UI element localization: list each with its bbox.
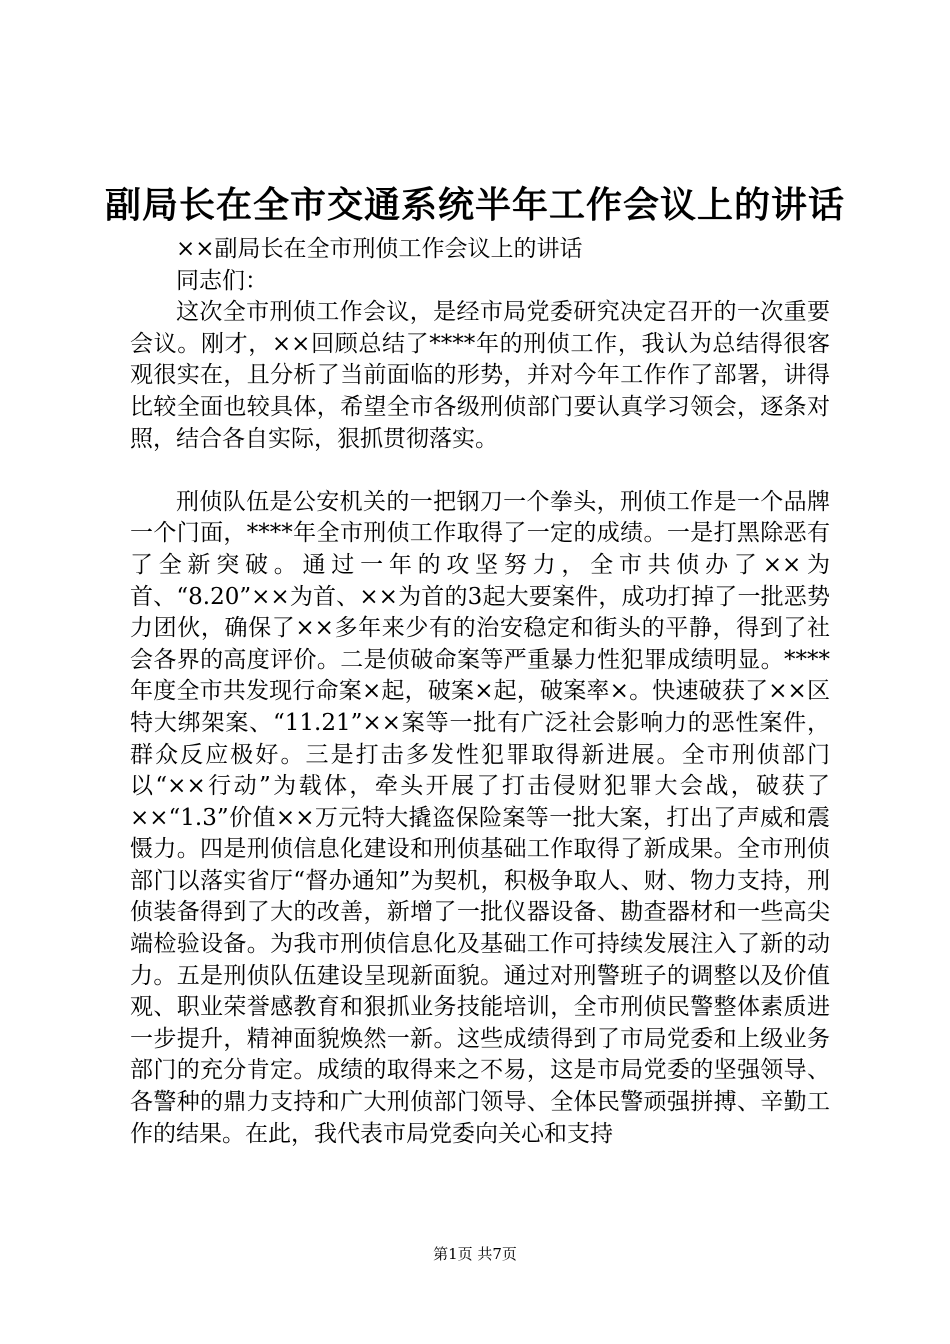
salutation: 同志们：: [176, 267, 268, 294]
document-title: 副局长在全市交通系统半年工作会议上的讲话: [104, 184, 845, 226]
page-number: 第1页 共7页: [433, 1245, 517, 1263]
speech-heading: ××副局长在全市刑侦工作会议上的讲话: [176, 236, 583, 262]
paragraph-intro: 这次全市刑侦工作会议，是经市局党委研究决定召开的一次重要会议。刚才，××回顾总结了****年的刑侦工作，我认为总结得很客观很实在，且分析了当前面临的形势，并对今年工作作了部署，讲得比较全面也较具体，希望全市各级刑侦部门要认真学习领会，逐条对照，结合各自实际，狠抓贯彻落实。: [130, 299, 830, 452]
document-body: [130, 234, 830, 1150]
paragraph-achievements: 刑侦队伍是公安机关的一把钢刀一个拳头，刑侦工作是一个品牌一个门面，****年全市刑侦工作取得了一定的成绩。一是打黑除恶有了全新突破。通过一年的攻坚努力，全市共侦办了××为首、“8.20”××为首、××为首的3起大要案件，成功打掉了一批恶势力团伙，确保了××多年来少有的治安稳定和街头的平静，得到了社会各界的高度评价。二是侦破命案等严重暴力性犯罪成绩明显。****年度全市共发现行命案×起，破案×起，破案率×。快速破获了××区特大绑架案、“11.21”××案等一批有广泛社会影响力的恶性案件，群众反应极好。三是打击多发性犯罪取得新进展。全市刑侦部门以“××行动”为载体，牵头开展了打击侵财犯罪大会战，破获了××“1.3”价值××万元特大撬盗保险案等一批大案，打出了声威和震慑力。四是刑侦信息化建设和刑侦基础工作取得了新成果。全市刑侦部门以落实省厅“督办通知”为契机，积极争取人、财、物力支持，刑侦装备得到了大的改善，新增了一批仪器设备、勘查器材和一些高尖端检验设备。为我市刑侦信息化及基础工作可持续发展注入了新的动力。五是刑侦队伍建设呈现新面貌。通过对刑警班子的调整以及价值观、职业荣誉感教育和狠抓业务技能培训，全市刑侦民警整体素质进一步提升，精神面貌焕然一新。这些成绩得到了市局党委和上级业务部门的充分肯定。成绩的取得来之不易，这是市局党委的坚强领导、各警种的鼎力支持和广大刑侦部门领导、全体民警顽强拼搏、辛勤工作的结果。在此，我代表市局党委向关心和支持: [130, 488, 830, 1147]
